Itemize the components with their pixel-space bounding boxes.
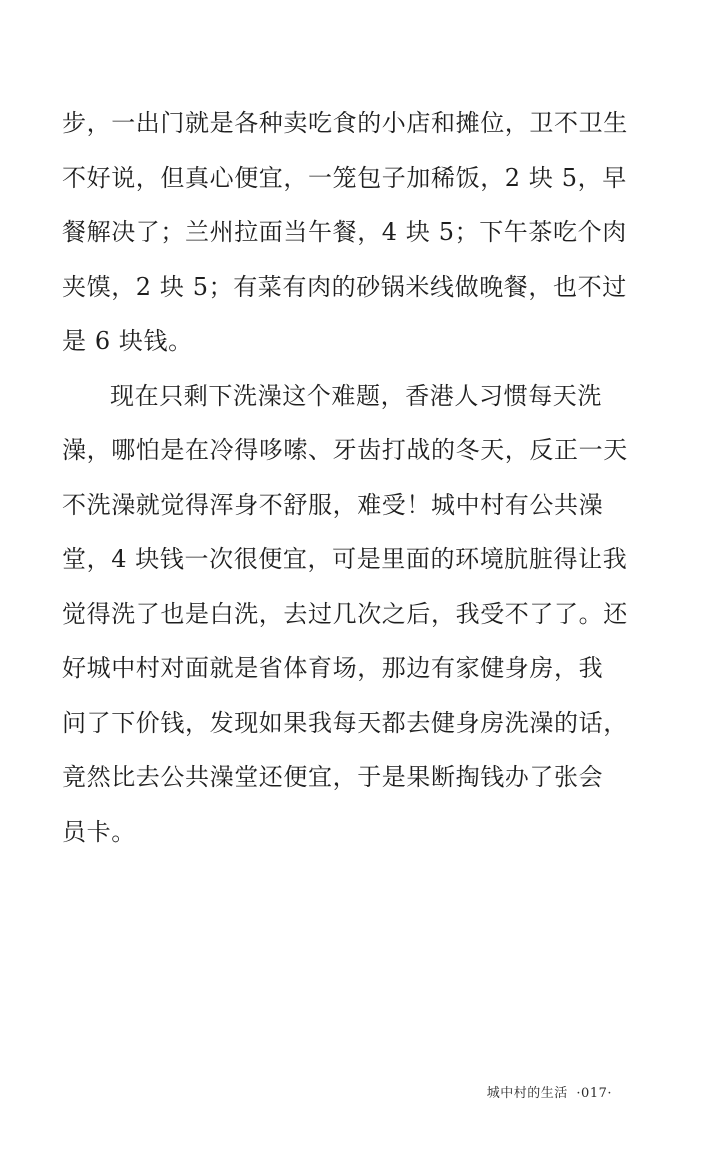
text-line: 堂，4 块钱一次很便宜，可是里面的环境肮脏得让我 <box>62 545 628 573</box>
text-line: 步，一出门就是各种卖吃食的小店和摊位，卫不卫生 <box>62 109 628 137</box>
text-line: 员卡。 <box>62 817 136 846</box>
text-line: 餐解决了；兰州拉面当午餐，4 块 5；下午茶吃个肉 <box>62 218 627 246</box>
text-line: 好城中村对面就是省体育场，那边有家健身房，我 <box>62 654 604 682</box>
body-text <box>62 96 628 859</box>
text-line: 澡，哪怕是在冷得哆嗦、牙齿打战的冬天，反正一天 <box>62 436 628 464</box>
text-line: 觉得洗了也是白洗，去过几次之后，我受不了了。还 <box>62 599 628 628</box>
text-line: 不好说，但真心便宜，一笼包子加稀饭，2 块 5，早 <box>62 163 627 192</box>
text-line: 是 6 块钱。 <box>62 327 193 355</box>
text-line: 问了下价钱，发现如果我每天都去健身房洗澡的话， <box>62 708 628 737</box>
text-line: 夹馍，2 块 5；有菜有肉的砂锅米线做晚餐，也不过 <box>62 272 627 301</box>
text-line: 不洗澡就觉得浑身不舒服，难受！城中村有公共澡 <box>62 490 604 519</box>
page-number: ·017· <box>576 1086 612 1101</box>
text-line: 竟然比去公共澡堂还便宜，于是果断掏钱办了张会 <box>62 763 604 791</box>
chapter-title: 城中村的生活 <box>486 1086 568 1101</box>
running-footer <box>487 1082 612 1101</box>
paragraph-first-line: 现在只剩下洗澡这个难题，香港人习惯每天洗 <box>110 381 602 410</box>
